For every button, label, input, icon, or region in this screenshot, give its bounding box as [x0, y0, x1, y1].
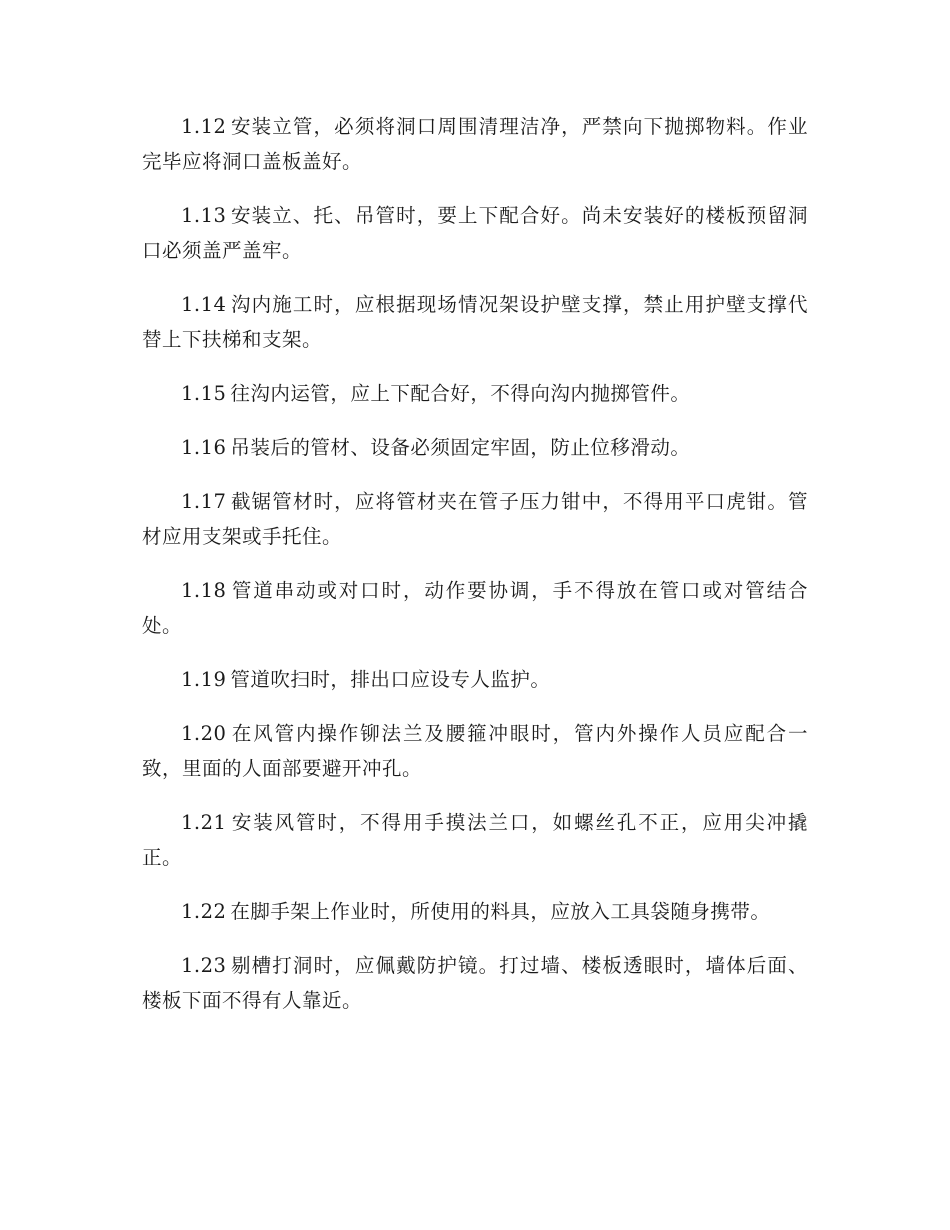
clause-text: 安装风管时，不得用手摸法兰口，如螺丝孔不正，应用尖冲撬正。 [142, 811, 808, 869]
paragraph-1-14 [142, 287, 808, 357]
paragraph-1-23 [142, 948, 808, 1018]
paragraph-1-20 [142, 716, 808, 786]
clause-text: 剔槽打洞时，应佩戴防护镜。打过墙、楼板透眼时，墙体后面、楼板下面不得有人靠近。 [142, 954, 808, 1012]
clause-number: 1.13 [181, 204, 227, 227]
clause-number: 1.22 [181, 900, 227, 923]
clause-number: 1.21 [181, 811, 227, 834]
paragraph-1-13 [142, 198, 808, 268]
paragraph-1-22 [142, 894, 808, 929]
clause-number: 1.20 [181, 722, 227, 745]
clause-number: 1.14 [181, 293, 227, 316]
clause-number: 1.12 [181, 115, 227, 138]
paragraph-1-15 [142, 376, 808, 411]
paragraph-1-16 [142, 430, 808, 465]
clause-number: 1.19 [181, 668, 227, 691]
clause-text: 在脚手架上作业时，所使用的料具，应放入工具袋随身携带。 [230, 900, 771, 923]
clause-number: 1.23 [181, 954, 227, 977]
paragraph-1-12 [142, 109, 808, 179]
clause-text: 在风管内操作铆法兰及腰箍冲眼时，管内外操作人员应配合一致，里面的人面部要避开冲孔。 [142, 722, 808, 780]
clause-text: 往沟内运管，应上下配合好，不得向沟内抛掷管件。 [230, 382, 691, 405]
paragraph-1-19 [142, 662, 808, 697]
clause-text: 吊装后的管材、设备必须固定牢固，防止位移滑动。 [230, 436, 691, 459]
paragraph-1-17 [142, 484, 808, 554]
paragraph-1-21 [142, 805, 808, 875]
document-body [142, 109, 808, 1037]
clause-number: 1.17 [181, 490, 227, 513]
clause-number: 1.16 [181, 436, 227, 459]
clause-text: 管道串动或对口时，动作要协调，手不得放在管口或对管结合处。 [142, 579, 808, 637]
clause-number: 1.15 [181, 382, 227, 405]
clause-text: 安装立、托、吊管时，要上下配合好。尚未安装好的楼板预留洞口必须盖严盖牢。 [142, 204, 808, 262]
paragraph-1-18 [142, 573, 808, 643]
clause-text: 管道吹扫时，排出口应设专人监护。 [230, 668, 551, 691]
clause-text: 沟内施工时，应根据现场情况架设护壁支撑，禁止用护壁支撑代替上下扶梯和支架。 [142, 293, 808, 351]
clause-text: 安装立管，必须将洞口周围清理洁净，严禁向下抛掷物料。作业完毕应将洞口盖板盖好。 [142, 115, 808, 173]
clause-text: 截锯管材时，应将管材夹在管子压力钳中，不得用平口虎钳。管材应用支架或手托住。 [142, 490, 808, 548]
clause-number: 1.18 [181, 579, 227, 602]
